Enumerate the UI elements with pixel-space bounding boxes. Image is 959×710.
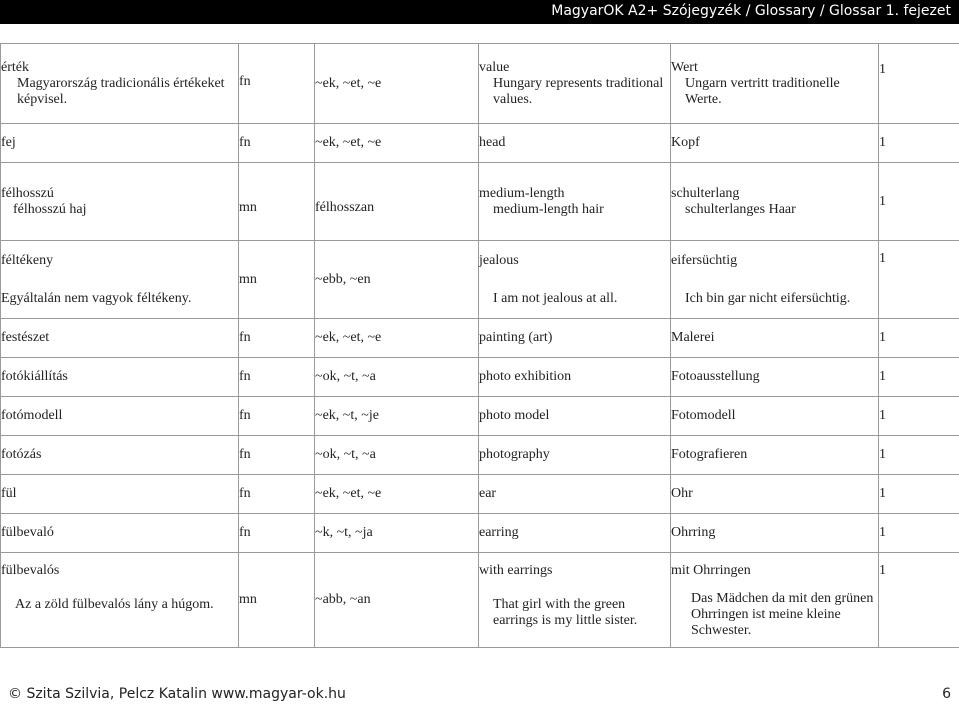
german-cell	[671, 241, 879, 319]
chapter-cell: 1	[879, 514, 959, 553]
hungarian-cell	[1, 241, 239, 319]
pos-cell: fn	[239, 475, 315, 514]
forms-cell: ~ok, ~t, ~a	[315, 358, 479, 397]
hungarian-cell	[1, 44, 239, 124]
example-hu: Egyáltalán nem vagyok féltékeny.	[1, 290, 192, 306]
example-de: schulterlanges Haar	[685, 201, 796, 217]
headword: fül	[1, 475, 239, 514]
german-word: Fotomodell	[671, 397, 879, 436]
forms-cell: ~ek, ~et, ~e	[315, 319, 479, 358]
pos-cell: fn	[239, 319, 315, 358]
table-row	[1, 553, 959, 648]
english-word: head	[479, 124, 671, 163]
english-word: ear	[479, 475, 671, 514]
forms-cell: ~ebb, ~en	[315, 241, 479, 319]
pos-cell: mn	[239, 553, 315, 648]
english-cell	[479, 241, 671, 319]
english-word: medium-length	[479, 185, 565, 201]
forms-cell: ~k, ~t, ~ja	[315, 514, 479, 553]
german-word: Malerei	[671, 319, 879, 358]
english-word: photography	[479, 436, 671, 475]
english-word: painting (art)	[479, 319, 671, 358]
english-word: with earrings	[479, 563, 553, 578]
chapter-cell: 1	[879, 358, 959, 397]
forms-cell: ~ek, ~et, ~e	[315, 44, 479, 124]
english-word: jealous	[479, 252, 519, 268]
footer-copyright: © Szita Szilvia, Pelcz Katalin www.magyar-ok.hu	[8, 686, 346, 702]
pos-cell: fn	[239, 436, 315, 475]
chapter-cell: 1	[879, 397, 959, 436]
headword: féltékeny	[1, 252, 54, 268]
forms-cell: ~abb, ~an	[315, 553, 479, 648]
table-row	[1, 241, 959, 319]
english-word: value	[479, 59, 510, 75]
headword: festészet	[1, 319, 239, 358]
chapter-cell: 1	[879, 163, 959, 241]
english-word: photo model	[479, 397, 671, 436]
table-row	[1, 475, 959, 514]
example-en: Hungary represents traditional values.	[493, 75, 664, 107]
chapter-cell: 1	[879, 553, 959, 648]
example-de: Ich bin gar nicht eifersüchtig.	[685, 290, 851, 306]
german-word: eifersüchtig	[671, 252, 738, 268]
example-en: That girl with the green earrings is my little sister.	[493, 597, 638, 628]
chapter-cell: 1	[879, 124, 959, 163]
forms-cell: ~ek, ~et, ~e	[315, 475, 479, 514]
example-de: Ungarn vertritt traditionelle Werte.	[685, 75, 840, 107]
example-hu: Magyarország tradicionális értékeket képvisel.	[17, 75, 225, 107]
example-en: medium-length hair	[493, 201, 604, 217]
example-hu: Az a zöld fülbevalós lány a húgom.	[15, 597, 214, 612]
pos-cell: mn	[239, 163, 315, 241]
pos-cell: fn	[239, 514, 315, 553]
chapter-cell: 1	[879, 475, 959, 514]
german-cell	[671, 163, 879, 241]
chapter-cell: 1	[879, 436, 959, 475]
pos-cell: fn	[239, 397, 315, 436]
table-row	[1, 44, 959, 124]
english-word: earring	[479, 514, 671, 553]
pos-cell: mn	[239, 241, 315, 319]
english-cell	[479, 163, 671, 241]
table-row	[1, 514, 959, 553]
forms-cell: félhosszan	[315, 163, 479, 241]
headword: fotókiállítás	[1, 358, 239, 397]
german-cell	[671, 44, 879, 124]
table-row	[1, 436, 959, 475]
pos-cell: fn	[239, 44, 315, 124]
headword: fej	[1, 124, 239, 163]
hungarian-cell	[1, 163, 239, 241]
page-header	[0, 0, 959, 24]
german-word: Wert	[671, 59, 698, 75]
forms-cell: ~ok, ~t, ~a	[315, 436, 479, 475]
chapter-cell: 1	[879, 44, 959, 124]
english-word: photo exhibition	[479, 358, 671, 397]
pos-cell: fn	[239, 358, 315, 397]
german-cell	[671, 553, 879, 648]
table-row	[1, 319, 959, 358]
example-en: I am not jealous at all.	[493, 290, 618, 306]
german-word: Ohrring	[671, 514, 879, 553]
header-title: MagyarOK A2+ Szójegyzék / Glossary / Glossar 1. fejezet	[551, 3, 951, 19]
english-cell	[479, 553, 671, 648]
german-word: mit Ohrringen	[671, 563, 751, 578]
german-word: Fotografieren	[671, 436, 879, 475]
german-word: Fotoausstellung	[671, 358, 879, 397]
table-row	[1, 358, 959, 397]
table-row	[1, 397, 959, 436]
example-de: Das Mädchen da mit den grünen Ohrringen ist meine kleine Schwester.	[691, 591, 874, 638]
headword: félhosszú	[1, 185, 54, 201]
table-row	[1, 163, 959, 241]
glossary-table	[0, 43, 959, 648]
page-number: 6	[942, 686, 951, 702]
german-word: Ohr	[671, 475, 879, 514]
example-hu: félhosszú haj	[13, 201, 87, 217]
table-row	[1, 124, 959, 163]
english-cell	[479, 44, 671, 124]
headword: fotómodell	[1, 397, 239, 436]
chapter-cell: 1	[879, 241, 959, 319]
headword: érték	[1, 59, 29, 75]
headword: fülbevalós	[1, 563, 60, 578]
pos-cell: fn	[239, 124, 315, 163]
hungarian-cell	[1, 553, 239, 648]
headword: fülbevaló	[1, 514, 239, 553]
headword: fotózás	[1, 436, 239, 475]
german-word: Kopf	[671, 124, 879, 163]
german-word: schulterlang	[671, 185, 740, 201]
forms-cell: ~ek, ~et, ~e	[315, 124, 479, 163]
forms-cell: ~ek, ~t, ~je	[315, 397, 479, 436]
chapter-cell: 1	[879, 319, 959, 358]
